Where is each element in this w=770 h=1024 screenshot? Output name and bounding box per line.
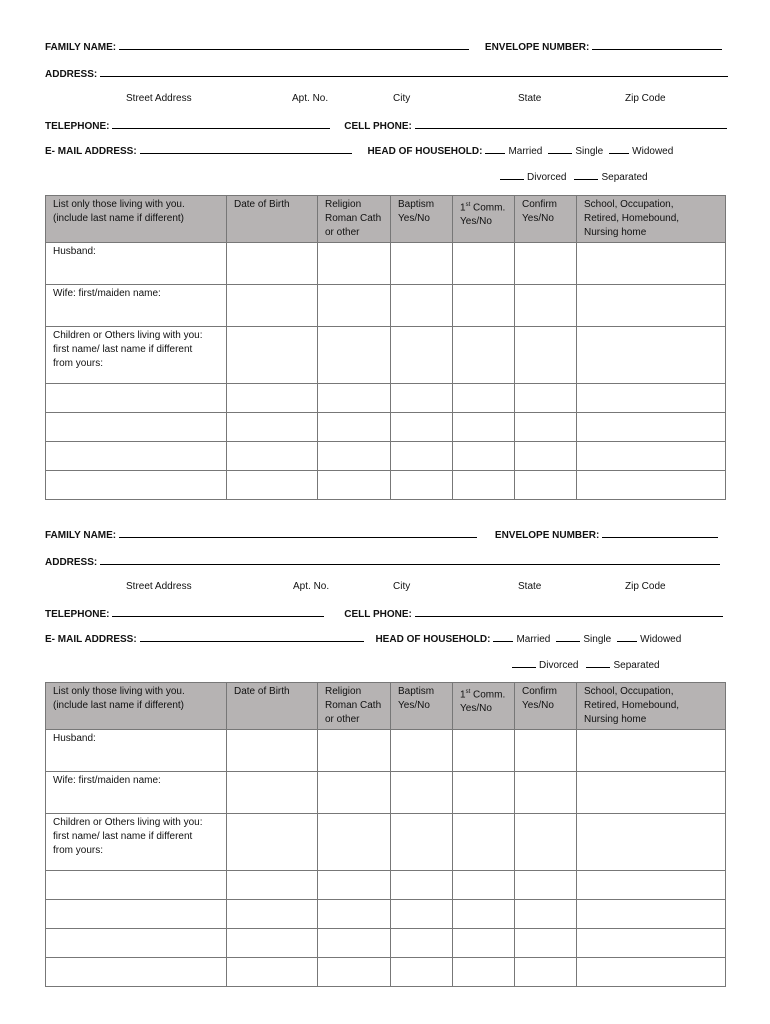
separated-label: Separated bbox=[601, 172, 648, 183]
table-cell[interactable] bbox=[577, 384, 726, 413]
table-cell[interactable] bbox=[227, 442, 318, 471]
confirm-column-header: Confirm Yes/No bbox=[515, 196, 577, 243]
table-cell[interactable] bbox=[318, 929, 391, 958]
table-cell[interactable] bbox=[227, 327, 318, 384]
email-label: E- MAIL ADDRESS: bbox=[45, 634, 137, 645]
table-cell[interactable] bbox=[515, 327, 577, 384]
married-blank[interactable] bbox=[493, 632, 513, 642]
table-cell[interactable] bbox=[318, 285, 391, 327]
married-blank[interactable] bbox=[485, 144, 505, 154]
table-cell[interactable] bbox=[515, 442, 577, 471]
table-cell[interactable] bbox=[318, 958, 391, 987]
table-row bbox=[46, 384, 726, 413]
telephone-field[interactable] bbox=[112, 119, 330, 129]
state-caption: State bbox=[518, 581, 542, 592]
baptism-column-header: Baptism Yes/No bbox=[391, 196, 453, 243]
email-label: E- MAIL ADDRESS: bbox=[45, 146, 137, 157]
cell-phone-field[interactable] bbox=[415, 119, 727, 129]
marital-row-2 bbox=[497, 170, 648, 183]
table-cell[interactable] bbox=[46, 413, 227, 442]
table-cell[interactable] bbox=[227, 730, 318, 772]
street-address-caption: Street Address bbox=[126, 93, 192, 104]
widowed-blank[interactable] bbox=[617, 632, 637, 642]
table-cell[interactable] bbox=[453, 814, 515, 871]
zip-code-caption: Zip Code bbox=[625, 93, 666, 104]
table-cell[interactable] bbox=[515, 814, 577, 871]
city-caption: City bbox=[393, 581, 411, 592]
table-header-row bbox=[46, 683, 726, 730]
table-cell[interactable] bbox=[515, 243, 577, 285]
table-cell[interactable] bbox=[227, 929, 318, 958]
state-caption: State bbox=[518, 93, 542, 104]
table-cell[interactable] bbox=[318, 243, 391, 285]
table-cell[interactable] bbox=[453, 772, 515, 814]
table-cell[interactable] bbox=[453, 243, 515, 285]
family-name-row bbox=[45, 40, 725, 53]
cell-phone-label: CELL PHONE: bbox=[344, 609, 412, 620]
table-cell[interactable] bbox=[515, 413, 577, 442]
envelope-number-label: ENVELOPE NUMBER: bbox=[494, 530, 600, 541]
table-row bbox=[46, 471, 726, 500]
envelope-number-label: ENVELOPE NUMBER: bbox=[484, 42, 590, 53]
table-cell[interactable] bbox=[577, 327, 726, 384]
table-cell[interactable] bbox=[515, 384, 577, 413]
table-cell[interactable] bbox=[46, 958, 227, 987]
table-cell[interactable] bbox=[318, 384, 391, 413]
single-label: Single bbox=[583, 634, 612, 645]
married-label: Married bbox=[508, 146, 543, 157]
widowed-blank[interactable] bbox=[609, 144, 629, 154]
table-row-wife bbox=[46, 285, 726, 327]
table-cell[interactable] bbox=[515, 900, 577, 929]
table-cell[interactable] bbox=[453, 929, 515, 958]
table-cell[interactable] bbox=[227, 243, 318, 285]
table-cell[interactable] bbox=[227, 871, 318, 900]
table-cell[interactable] bbox=[391, 900, 453, 929]
address-label: ADDRESS: bbox=[45, 69, 98, 80]
table-cell[interactable] bbox=[453, 384, 515, 413]
table-row bbox=[46, 413, 726, 442]
table-cell[interactable] bbox=[515, 285, 577, 327]
envelope-number-field[interactable] bbox=[602, 528, 718, 538]
separated-blank[interactable] bbox=[574, 170, 598, 180]
family-name-field[interactable] bbox=[119, 528, 477, 538]
table-row-children bbox=[46, 327, 726, 384]
confirm-column-header: Confirm Yes/No bbox=[515, 683, 577, 730]
table-cell[interactable] bbox=[515, 471, 577, 500]
table-cell[interactable] bbox=[577, 871, 726, 900]
apt-no-caption: Apt. No. bbox=[293, 581, 330, 592]
family-name-row bbox=[45, 528, 721, 541]
table-cell[interactable] bbox=[577, 442, 726, 471]
table-cell[interactable] bbox=[453, 327, 515, 384]
table-cell[interactable] bbox=[515, 958, 577, 987]
table-cell[interactable] bbox=[227, 285, 318, 327]
telephone-row bbox=[45, 607, 726, 620]
telephone-field[interactable] bbox=[112, 607, 324, 617]
table-cell[interactable] bbox=[318, 772, 391, 814]
children-label: Children or Others living with you: first name/ last name if different from yours: bbox=[46, 327, 227, 384]
table-cell[interactable] bbox=[227, 900, 318, 929]
table-cell[interactable] bbox=[46, 384, 227, 413]
email-row bbox=[45, 632, 681, 645]
telephone-label: TELEPHONE: bbox=[45, 121, 110, 132]
wife-label: Wife: first/maiden name: bbox=[46, 772, 227, 814]
table-cell[interactable] bbox=[391, 772, 453, 814]
table-row bbox=[46, 442, 726, 471]
religion-column-header: Religion Roman Cath or other bbox=[318, 683, 391, 730]
table-cell[interactable] bbox=[515, 929, 577, 958]
table-row-husband bbox=[46, 730, 726, 772]
table-cell[interactable] bbox=[227, 814, 318, 871]
table-cell[interactable] bbox=[318, 413, 391, 442]
zip-code-caption: Zip Code bbox=[625, 581, 666, 592]
head-of-household-label: HEAD OF HOUSEHOLD: bbox=[375, 634, 491, 645]
divorced-label: Divorced bbox=[527, 172, 567, 183]
table-cell[interactable] bbox=[391, 871, 453, 900]
table-cell[interactable] bbox=[391, 929, 453, 958]
occupation-column-header: School, Occupation, Retired, Homebound, Nursing home bbox=[577, 196, 726, 243]
separated-blank[interactable] bbox=[586, 658, 610, 668]
address-row bbox=[45, 555, 723, 568]
occupation-column-header: School, Occupation, Retired, Homebound, Nursing home bbox=[577, 683, 726, 730]
table-cell[interactable] bbox=[391, 327, 453, 384]
separated-label: Separated bbox=[613, 660, 660, 671]
address-label: ADDRESS: bbox=[45, 557, 98, 568]
table-cell[interactable] bbox=[46, 900, 227, 929]
single-label: Single bbox=[575, 146, 604, 157]
table-cell[interactable] bbox=[577, 413, 726, 442]
table-cell[interactable] bbox=[391, 471, 453, 500]
table-header-row bbox=[46, 196, 726, 243]
street-address-caption: Street Address bbox=[126, 581, 192, 592]
telephone-label: TELEPHONE: bbox=[45, 609, 110, 620]
table-cell[interactable] bbox=[391, 814, 453, 871]
table-cell[interactable] bbox=[515, 772, 577, 814]
telephone-row bbox=[45, 119, 730, 132]
table-cell[interactable] bbox=[391, 285, 453, 327]
table-cell[interactable] bbox=[391, 958, 453, 987]
apt-no-caption: Apt. No. bbox=[292, 93, 329, 104]
divorced-blank[interactable] bbox=[500, 170, 524, 180]
table-cell[interactable] bbox=[46, 442, 227, 471]
married-label: Married bbox=[516, 634, 551, 645]
family-name-field[interactable] bbox=[119, 40, 469, 50]
husband-label: Husband: bbox=[46, 730, 227, 772]
table-cell[interactable] bbox=[391, 442, 453, 471]
household-members-table bbox=[45, 195, 726, 500]
table-cell[interactable] bbox=[577, 814, 726, 871]
email-row bbox=[45, 144, 673, 157]
table-cell[interactable] bbox=[227, 772, 318, 814]
table-cell[interactable] bbox=[227, 413, 318, 442]
dob-column-header: Date of Birth bbox=[227, 683, 318, 730]
single-blank[interactable] bbox=[556, 632, 580, 642]
cell-phone-label: CELL PHONE: bbox=[344, 121, 412, 132]
city-caption: City bbox=[393, 93, 411, 104]
table-cell[interactable] bbox=[515, 871, 577, 900]
divorced-label: Divorced bbox=[539, 660, 579, 671]
table-row bbox=[46, 900, 726, 929]
family-name-label: FAMILY NAME: bbox=[45, 42, 117, 53]
members-column-header: List only those living with you. (include last name if different) bbox=[46, 196, 227, 243]
communion-column-header: 1st Comm. Yes/No bbox=[453, 683, 515, 730]
table-cell[interactable] bbox=[227, 958, 318, 987]
cell-phone-field[interactable] bbox=[415, 607, 723, 617]
address-field[interactable] bbox=[100, 555, 720, 565]
table-cell[interactable] bbox=[453, 442, 515, 471]
dob-column-header: Date of Birth bbox=[227, 196, 318, 243]
husband-label: Husband: bbox=[46, 243, 227, 285]
table-cell[interactable] bbox=[577, 730, 726, 772]
table-row bbox=[46, 929, 726, 958]
table-row-wife bbox=[46, 772, 726, 814]
communion-column-header: 1st Comm. Yes/No bbox=[453, 196, 515, 243]
table-cell[interactable] bbox=[577, 900, 726, 929]
table-cell[interactable] bbox=[391, 413, 453, 442]
table-cell[interactable] bbox=[391, 384, 453, 413]
widowed-label: Widowed bbox=[640, 634, 682, 645]
single-blank[interactable] bbox=[548, 144, 572, 154]
table-cell[interactable] bbox=[577, 285, 726, 327]
household-members-table bbox=[45, 682, 726, 987]
table-row bbox=[46, 871, 726, 900]
marital-row-2 bbox=[509, 658, 660, 671]
table-row-children bbox=[46, 814, 726, 871]
table-cell[interactable] bbox=[318, 327, 391, 384]
table-cell[interactable] bbox=[318, 900, 391, 929]
table-cell[interactable] bbox=[318, 814, 391, 871]
email-field[interactable] bbox=[140, 632, 364, 642]
table-row bbox=[46, 958, 726, 987]
table-cell[interactable] bbox=[227, 471, 318, 500]
email-field[interactable] bbox=[140, 144, 352, 154]
table-cell[interactable] bbox=[227, 384, 318, 413]
table-row-husband bbox=[46, 243, 726, 285]
table-cell[interactable] bbox=[318, 442, 391, 471]
baptism-column-header: Baptism Yes/No bbox=[391, 683, 453, 730]
envelope-number-field[interactable] bbox=[592, 40, 722, 50]
divorced-blank[interactable] bbox=[512, 658, 536, 668]
wife-label: Wife: first/maiden name: bbox=[46, 285, 227, 327]
children-label: Children or Others living with you: first name/ last name if different from yours: bbox=[46, 814, 227, 871]
table-cell[interactable] bbox=[453, 958, 515, 987]
table-cell[interactable] bbox=[46, 929, 227, 958]
address-row bbox=[45, 67, 731, 80]
table-cell[interactable] bbox=[318, 730, 391, 772]
table-cell[interactable] bbox=[577, 958, 726, 987]
table-cell[interactable] bbox=[577, 772, 726, 814]
family-name-label: FAMILY NAME: bbox=[45, 530, 117, 541]
table-cell[interactable] bbox=[453, 871, 515, 900]
address-field[interactable] bbox=[100, 67, 728, 77]
table-cell[interactable] bbox=[391, 243, 453, 285]
table-cell[interactable] bbox=[318, 871, 391, 900]
table-cell[interactable] bbox=[46, 471, 227, 500]
table-cell[interactable] bbox=[453, 471, 515, 500]
table-cell[interactable] bbox=[453, 413, 515, 442]
table-cell[interactable] bbox=[46, 871, 227, 900]
members-column-header: List only those living with you. (include last name if different) bbox=[46, 683, 227, 730]
table-cell[interactable] bbox=[318, 471, 391, 500]
widowed-label: Widowed bbox=[632, 146, 674, 157]
head-of-household-label: HEAD OF HOUSEHOLD: bbox=[367, 146, 483, 157]
table-cell[interactable] bbox=[577, 243, 726, 285]
table-cell[interactable] bbox=[577, 929, 726, 958]
table-cell[interactable] bbox=[453, 285, 515, 327]
table-cell[interactable] bbox=[515, 730, 577, 772]
table-cell[interactable] bbox=[453, 730, 515, 772]
religion-column-header: Religion Roman Cath or other bbox=[318, 196, 391, 243]
table-cell[interactable] bbox=[391, 730, 453, 772]
table-cell[interactable] bbox=[577, 471, 726, 500]
table-cell[interactable] bbox=[453, 900, 515, 929]
